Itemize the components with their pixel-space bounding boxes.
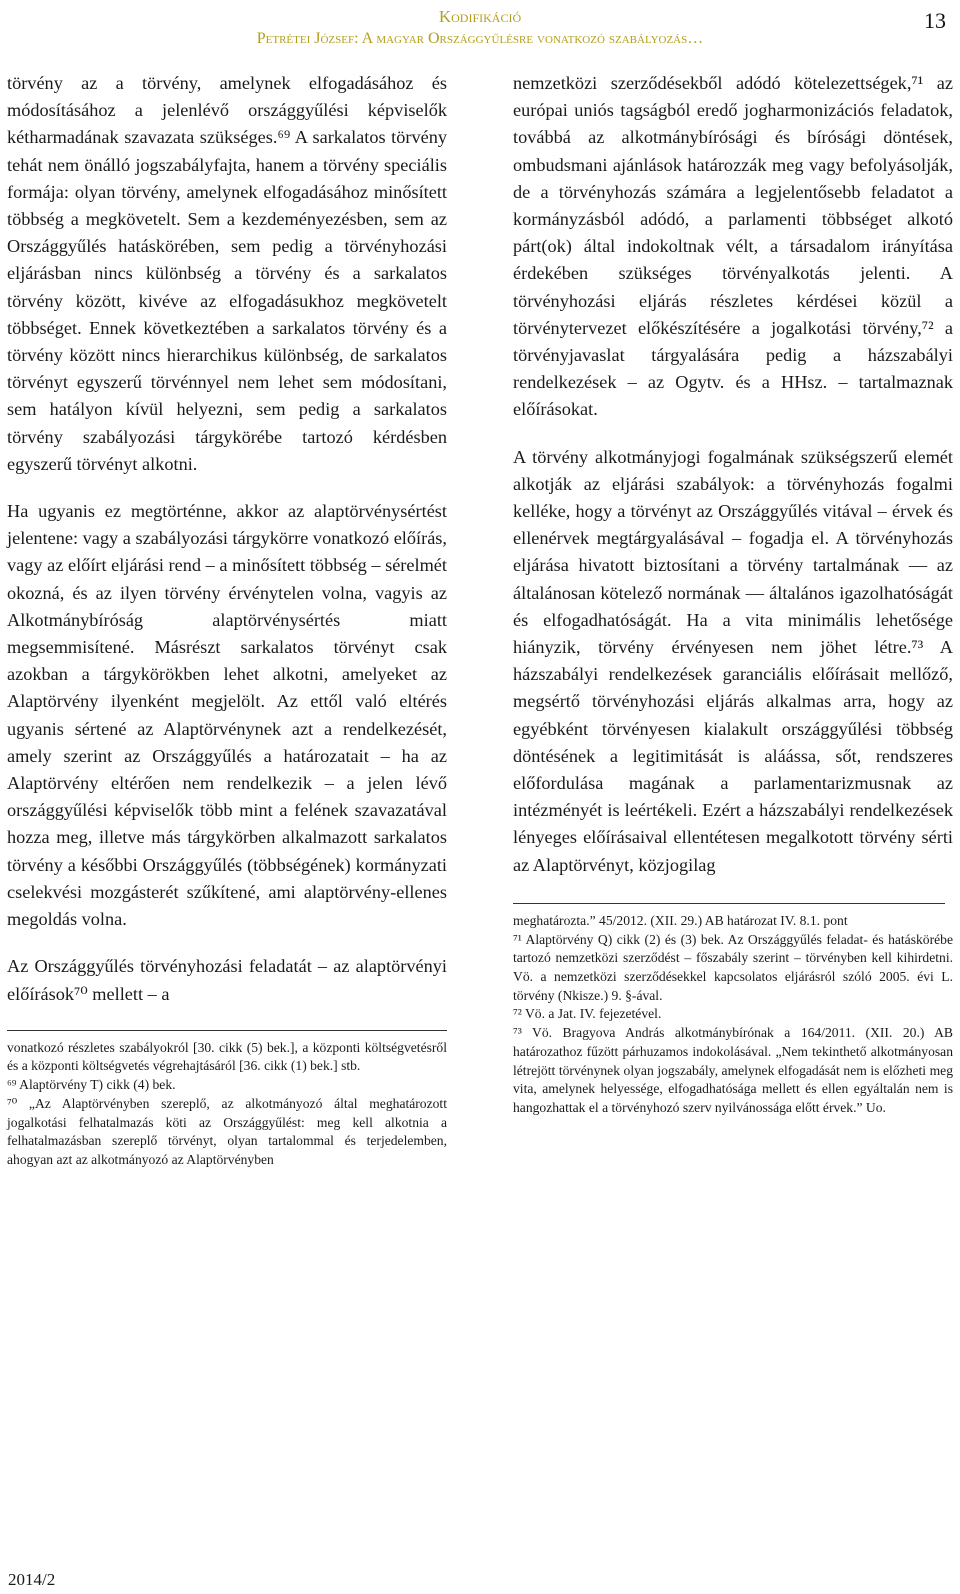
footnote-70: ⁷⁰ „Az Alaptörvényben szereplő, az alkotmányozó által meghatározott jogalkotási felhatalmazás köti az Országgyűlést: meg kell alkotnia a felhatalmazásban szereplő törvényt, olyan tartalommal és terjedelemben, ahogyan azt az alkotmányozó az Alaptörvényben [7,1095,447,1167]
footnote-continuation: vonatkozó részletes szabályokról [30. cikk (5) bek.], a központi költségvetésről és a központi költségvetés végrehajtásáról [36. cikk (1) bek.] stb. [7,1039,447,1074]
footnote-71: ⁷¹ Alaptörvény Q) cikk (2) és (3) bek. Az Országgyűlés feladat- és hatáskörébe tartozó nemzetközi szerződést – főszabály szerint – törvényben kell kihirdetni. Vö. a nemzetközi szerződésekkel kapcsolatos eljárásról szóló 2005. évi L. törvény (Nkisze.) 9. §-ával. [513,931,953,1003]
footnote-divider [7,1030,447,1031]
footnote-73: ⁷³ Vö. Bragyova András alkotmánybírónak a 164/2011. (XII. 20.) AB határozathoz fűzött párhuzamos indokolásával. „Nem tekinthető alkotmányosan létrejött törvénynek olyan jogszabály, amelynek elfogadását nem is előzheti meg vita, amelynek helyessége, elfogadhatósága mellett és ellen egyáltalán nem is hangozhattak el a törvényhozó szerv nyilvánossága előtt érvek.” Uo. [513,1025,953,1115]
page-header [0,0,960,52]
right-footnotes [513,912,953,1118]
issue-label: 2014/2 [8,1570,56,1589]
running-title: Petrétei József: A magyar Országgyűlésre vonatkozó szabályozás… [256,30,704,47]
page-number: 13 [924,8,946,33]
footnote-72: ⁷² Vö. a Jat. IV. fejezetével. [513,1006,662,1022]
left-paragraph-2: Ha ugyanis ez megtörténne, akkor az alaptörvénysértést jelentene: vagy a szabályozási tárgykörre vonatkozó előírás, vagy az előírt eljárási rend – a minősített többség – sérelmét okozná, és az ilyen törvény érvénytelen volna, vagyis az Alkotmánybíróság alaptörvénysértés miatt megsemmisítené. Másrészt sarkalatos törvényt csak azokban a tárgykörökben lehet alkotni, amelyeket az Alaptörvény ilyenként megjelölt. Az ettől való eltérés ugyanis sértené az Alaptörvénynek azt a rendelkezését, amely szerint az Országgyűlés a határozatait – ha az Alaptörvény eltérően nem rendelkezik – a jelen lévő országgyűlési képviselők több mint a felének szavazatával hozza meg, illetve más tárgykörben alkalmazott sarkalatos törvény a későbbi Országgyűlés (többségének) kormányzati cselekvési mozgásterét szűkítené, ami alaptörvény-ellenes megoldás volna. [7,501,447,930]
left-footnotes [7,1039,447,1170]
footnote-69: ⁶⁹ Alaptörvény T) cikk (4) bek. [7,1077,176,1093]
right-paragraph-2: A törvény alkotmányjogi fogalmának szükségszerű elemét alkotják az eljárási szabályok: a törvényhozás fogalmi kelléke, hogy a törvényt az Országgyűlés vitával – érvek és ellenérvek megtárgyalásával – fogadja el. A törvényhozás eljárása hivatott biztosítani a törvény tartalmának –– az általánosan kötelező normának –– általános igazolhatóságát és elfogadhatóságát. Ha a vita minimális lehetősége hiányzik, törvény érvényesen nem jöhet létre.⁷³ A házszabályi rendelkezések garanciális előírásait mellőző, megsértő törvényhozási eljárás alkalmas arra, hogy az egyébként törvényesen kialakult országgyűlési többség döntésének a legitimitását is aláássa, sőt, rendszeres előfordulása magának a parlamentarizmusnak az intézményét is leértékeli. Ezért a házszabályi rendelkezések lényeges előírásaival ellentétesen megalkotott törvény sérti az Alaptörvényt, közjogilag [513,446,953,875]
footnote-divider [513,903,945,904]
right-paragraph-1: nemzetközi szerződésekből adódó kötelezettségek,⁷¹ az európai uniós tagságból eredő jogharmonizációs feladatok, továbbá az alkotmánybírósági és bírósági döntések, ombudsmani ajánlások határozzák meg vagy befolyásolják, de a törvényhozás számára a legjelentősebb feladatot a kormányzásból adódó, a parlamenti többséget alkotó párt(ok) által indokoltnak vélt, a társadalom irányítása érdekében szükséges törvényalkotás jelenti. A törvényhozási eljárás részletes kérdései közül a törvénytervezet előkészítésére a jogalkotási törvény,⁷² a törvényjavaslat tárgyalására pedig a házszabályi rendelkezések – az Ogytv. és a HHsz. – tartalmaznak előírásokat. [513,73,953,420]
footnote-continuation: meghatározta.” 45/2012. (XII. 29.) AB határozat IV. 8.1. pont [513,912,848,928]
left-column [7,70,447,1170]
right-column [513,70,953,1118]
journal-title: Kodifikáció [438,7,522,26]
left-paragraph-1: törvény az a törvény, amelynek elfogadásához és módosításához a jelenlévő országgyűlési képviselők kétharmadának szavazata szükséges.⁶⁹ A sarkalatos törvény tehát nem önálló jogszabályfajta, hanem a törvény speciális formája: olyan törvény, amelynek elfogadásához minősített többség a megkövetelt. Sem a kezdeményezésben, sem az Országgyűlés hatáskörében, sem pedig a törvényhozási eljárásban nincs különbség a törvény és a sarkalatos törvény között, kivéve az elfogadásukhoz megkövetelt többséget. Ennek következtében a sarkalatos törvény és a törvény között nincs hierarchikus különbség, de sarkalatos törvényt egyszerű törvénnyel nem lehet sem módosítani, sem hatályon kívül helyezni, sem pedig a sarkalatos törvény szabályozási tárgykörébe tartozó kérdésben egyszerű törvényt alkotni. [7,73,447,474]
left-paragraph-3: Az Országgyűlés törvényhozási feladatát – az alaptörvényi előírások⁷⁰ mellett – a [7,956,447,1004]
